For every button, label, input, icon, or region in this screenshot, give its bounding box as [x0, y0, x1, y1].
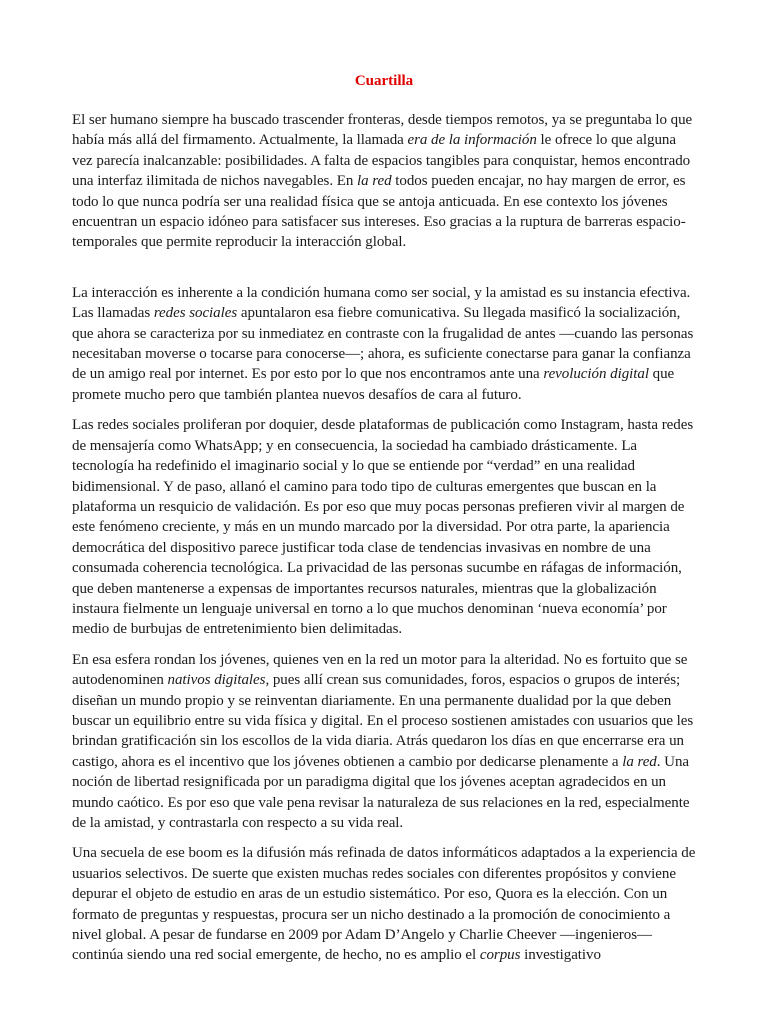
text-run: Las redes sociales proliferan por doquier, desde plataformas de publicación como Instagram, hasta redes de mensajería como WhatsApp; y en consecuencia, la sociedad ha cambiado drásticamente. La tecnología ha redefinido el imaginario social y lo que se entiende por “verdad” en una realidad bidimensional. Y de paso, allanó el camino para todo tipo de culturas emergentes que buscan en la plataforma un resquicio de validación. Es por eso que muy pocas personas prefieren vivir al margen de este fenómeno creciente, y más en un mundo marcado por la diversidad. Por otra parte, la apariencia democrática del dispositivo parece justificar toda clase de tendencias invasivas en nombre de una consumada coherencia tecnológica. La privacidad de las personas sucumbe en ráfagas de información, que deben mantenerse a expensas de importantes recursos naturales, mientras que la globalización instaura fielmente un lenguaje universal en torno a lo que muchos denominan ‘nueva economía’ por medio de burbujas de entretenimiento bien delimitadas. [72, 417, 694, 638]
text-run: investigativo [520, 947, 601, 964]
text-run: En esa esfera rondan los jóvenes, quienes ven en la red un motor para la alteridad. No es fortuito que se autodenominen [72, 651, 688, 689]
text-run: La interacción es inherente a la condición humana como ser social, y la amistad es su instancia efectiva. Las llamadas [72, 284, 691, 322]
italic-term: nativos digitales [167, 672, 266, 689]
italic-term: redes sociales [153, 305, 238, 322]
text-run: El ser humano siempre ha buscado trascender fronteras, desde tiempos remotos, ya se preguntaba lo que había más allá del firmamento. Actualmente, la llamada [72, 112, 693, 149]
paragraph-5 [72, 843, 696, 965]
document-page [72, 70, 696, 976]
text-run: . Una noción de libertad resignificada por un paradigma digital que los jóvenes aceptan agradecidos en un mundo caótico. Es por eso que vale pena revisar la naturaleza de sus relaciones en la red, especialmente de la amistad, y contrastarla con respecto a su vida real. [72, 753, 690, 831]
paragraph-2 [72, 283, 696, 405]
paragraph-1 [72, 110, 696, 253]
italic-term: revolución digital [543, 366, 649, 383]
text-run: Una secuela de ese boom es la difusión más refinada de datos informáticos adaptados a la experiencia de usuarios selectivos. De suerte que existen muchas redes sociales con diferentes propósitos y conviene depurar el objeto de estudio en aras de un estudio sistemático. Por eso, Quora es la elección. Con un formato de preguntas y respuestas, procura ser un nicho destinado a la promoción de conocimiento a nivel global. A pesar de fundarse en 2009 por Adam D’Angelo y Charlie Cheever —ingenieros— continúa siendo una red social emergente, de hecho, no es amplio el [72, 845, 696, 964]
document-title: Cuartilla [354, 73, 414, 89]
italic-term: era de la información [407, 132, 537, 149]
italic-term: la red [622, 753, 657, 770]
text-run: , pues allí crean sus comunidades, foros, espacios o grupos de interés; diseñan un mundo propio y se reinventan diariamente. En una permanente dualidad por la que deben buscar un equilibrio entre su vida física y digital. En el proceso sostienen amistades con usuarios que les brindan gratificación sin los escollos de la vida diaria. Atrás quedaron los días en que encerrarse era un castigo, ahora es el incentivo que los jóvenes obtienen a cambio por dedicarse plenamente a [72, 672, 694, 770]
text-run: le ofrece lo que alguna vez parecía inalcanzable: posibilidades. A falta de espacios tangibles para conquistar, hemos encontrado una interfaz ilimitada de nichos navegables. En [72, 132, 691, 190]
text-run: apuntalaron esa fiebre comunicativa. Su llegada masificó la socialización, que ahora se caracteriza por su inmediatez en contraste con la frugalidad de antes —cuando las personas necesitaban moverse o tocarse para conocerse—; ahora, es suficiente conectarse para ganar la confianza de un amigo real por internet. Es por esto por lo que nos encontramos ante una [72, 305, 694, 383]
paragraph-4 [72, 650, 696, 834]
text-run: todos pueden encajar, no hay margen de error, es todo lo que nunca podría ser una realidad física que se antoja anticuada. En ese contexto los jóvenes encuentran un espacio idóneo para satisfacer sus intereses. Eso gracias a la ruptura de barreras espacio-temporales que permite reproducir la interacción global. [72, 173, 686, 251]
italic-term: corpus [479, 947, 521, 964]
paragraph-3 [72, 415, 696, 639]
text-run: que promete mucho pero que también plantea nuevos desafíos de cara al futuro. [72, 366, 675, 403]
italic-term: la red [357, 173, 392, 190]
